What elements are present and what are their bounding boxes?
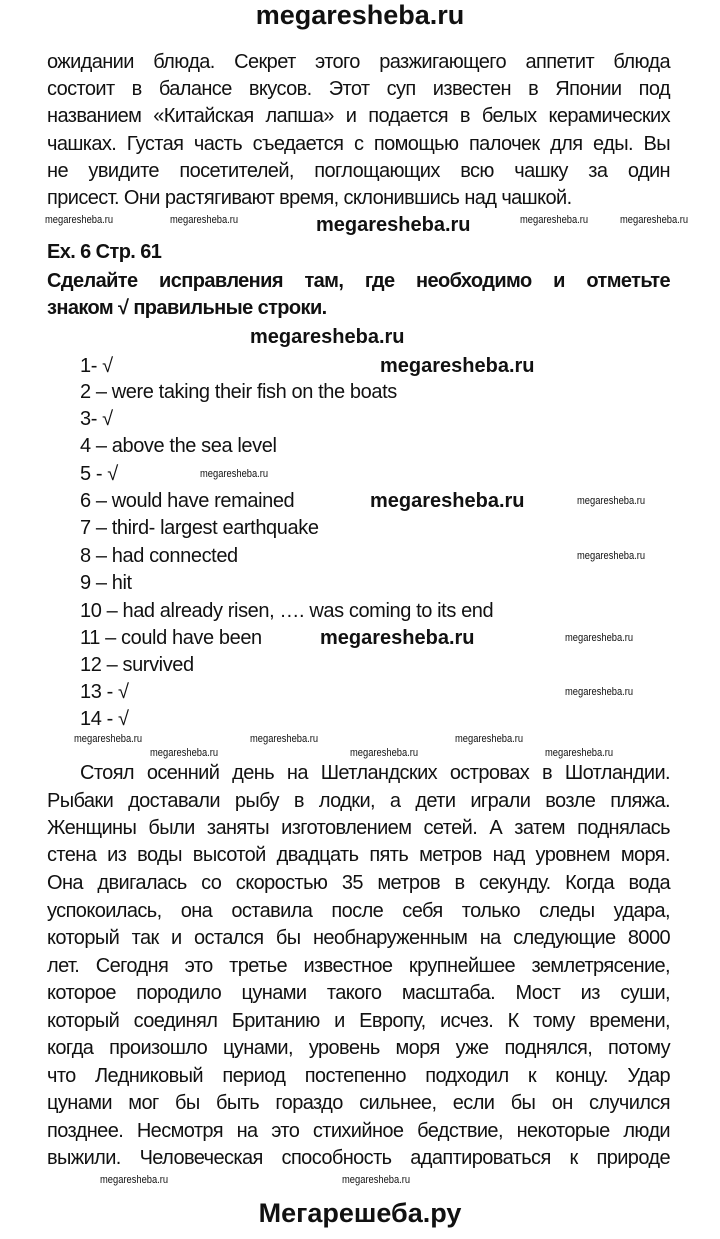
- text-line: что Ледниковый период постепенно подходил к концу. Удар: [47, 1065, 670, 1087]
- watermark: megaresheba.ru: [320, 627, 475, 649]
- text-line: который так и остался бы необнаруженным на следующие 8000: [47, 927, 670, 949]
- answer-item: 11 – could have been: [80, 627, 262, 649]
- text-line: Рыбаки доставали рыбу в лодки, а дети играли возле пляжа.: [47, 790, 670, 812]
- answer-item: 6 – would have remained: [80, 490, 295, 512]
- answer-item: 4 – above the sea level: [80, 435, 277, 457]
- text-line: которое породило цунами такого масштаба. Мост из суши,: [47, 982, 670, 1004]
- watermark: megaresheba.ru: [545, 747, 614, 759]
- text-line: названием «Китайская лапша» и подается в белых керамических: [47, 105, 670, 127]
- text-line: стена из воды высотой двадцать пять метров над уровнем моря.: [47, 844, 670, 866]
- answer-item: 12 – survived: [80, 654, 194, 676]
- watermark: megaresheba.ru: [74, 733, 143, 745]
- text-line: лет. Сегодня это третье известное крупнейшее землетрясение,: [47, 955, 670, 977]
- watermark: megaresheba.ru: [620, 214, 689, 226]
- text-line: ожидании блюда. Секрет этого разжигающего аппетит блюда: [47, 51, 670, 73]
- watermark: megaresheba.ru: [455, 733, 524, 745]
- text-line: успокоилась, она оставила после себя только следы удара,: [47, 900, 670, 922]
- watermark: megaresheba.ru: [380, 355, 535, 377]
- site-footer: Мегарешеба.ру: [258, 1198, 462, 1228]
- answer-item: 9 – hit: [80, 572, 132, 594]
- answer-item: 1- √: [80, 355, 113, 377]
- text-line: присест. Они растягивают время, склонившись над чашкой.: [47, 187, 572, 209]
- answer-item: 8 – had connected: [80, 545, 238, 567]
- watermark: megaresheba.ru: [342, 1174, 411, 1186]
- exercise-instruction: Сделайте исправления там, где необходимо и отметьте: [47, 270, 670, 292]
- answer-item: 10 – had already risen, …. was coming to its end: [80, 600, 494, 622]
- watermark: megaresheba.ru: [370, 490, 525, 512]
- watermark: megaresheba.ru: [565, 686, 634, 698]
- text-line: не увидите посетителей, поглощающих всю чашку за один: [47, 160, 670, 182]
- site-header: megaresheba.ru: [255, 0, 465, 30]
- answer-item: 13 - √: [80, 681, 129, 703]
- text-line: состоит в балансе вкусов. Этот суп известен в Японии под: [47, 78, 670, 100]
- watermark: megaresheba.ru: [350, 747, 419, 759]
- text-line: когда произошло цунами, уровень моря уже поднялся, потому: [47, 1037, 670, 1059]
- text-line: который соединял Британию и Европу, исчез. К тому времени,: [47, 1010, 670, 1032]
- text-line: цунами мог бы быть гораздо сильнее, если бы он случился: [47, 1092, 670, 1114]
- watermark: megaresheba.ru: [250, 733, 319, 745]
- watermark: megaresheba.ru: [100, 1174, 169, 1186]
- answer-item: 2 – were taking their fish on the boats: [80, 381, 397, 403]
- text-line: чашках. Густая часть съедается с помощью палочек для еды. Вы: [47, 133, 670, 155]
- watermark: megaresheba.ru: [250, 326, 405, 348]
- watermark: megaresheba.ru: [577, 495, 646, 507]
- watermark: megaresheba.ru: [577, 550, 646, 562]
- watermark: megaresheba.ru: [316, 214, 471, 236]
- watermark: megaresheba.ru: [520, 214, 589, 226]
- watermark: megaresheba.ru: [45, 214, 114, 226]
- answer-item: 3- √: [80, 408, 113, 430]
- exercise-title: Ex. 6 Стр. 61: [47, 241, 162, 263]
- watermark: megaresheba.ru: [150, 747, 219, 759]
- text-line: выжили. Человеческая способность адаптироваться к природе: [47, 1147, 670, 1169]
- answer-item: 5 - √: [80, 463, 118, 485]
- watermark: megaresheba.ru: [200, 468, 269, 480]
- text-line: Стоял осенний день на Шетландских островах в Шотландии.: [80, 762, 670, 784]
- watermark: megaresheba.ru: [170, 214, 239, 226]
- text-line: Женщины были заняты изготовлением сетей. А затем поднялась: [47, 817, 670, 839]
- answer-item: 7 – third- largest earthquake: [80, 517, 319, 539]
- answer-item: 14 - √: [80, 708, 129, 730]
- text-line: позднее. Несмотря на это стихийное бедствие, некоторые люди: [47, 1120, 670, 1142]
- watermark: megaresheba.ru: [565, 632, 634, 644]
- exercise-instruction: знаком √ правильные строки.: [47, 297, 327, 319]
- text-line: Она двигалась со скоростью 35 метров в секунду. Когда вода: [47, 872, 670, 894]
